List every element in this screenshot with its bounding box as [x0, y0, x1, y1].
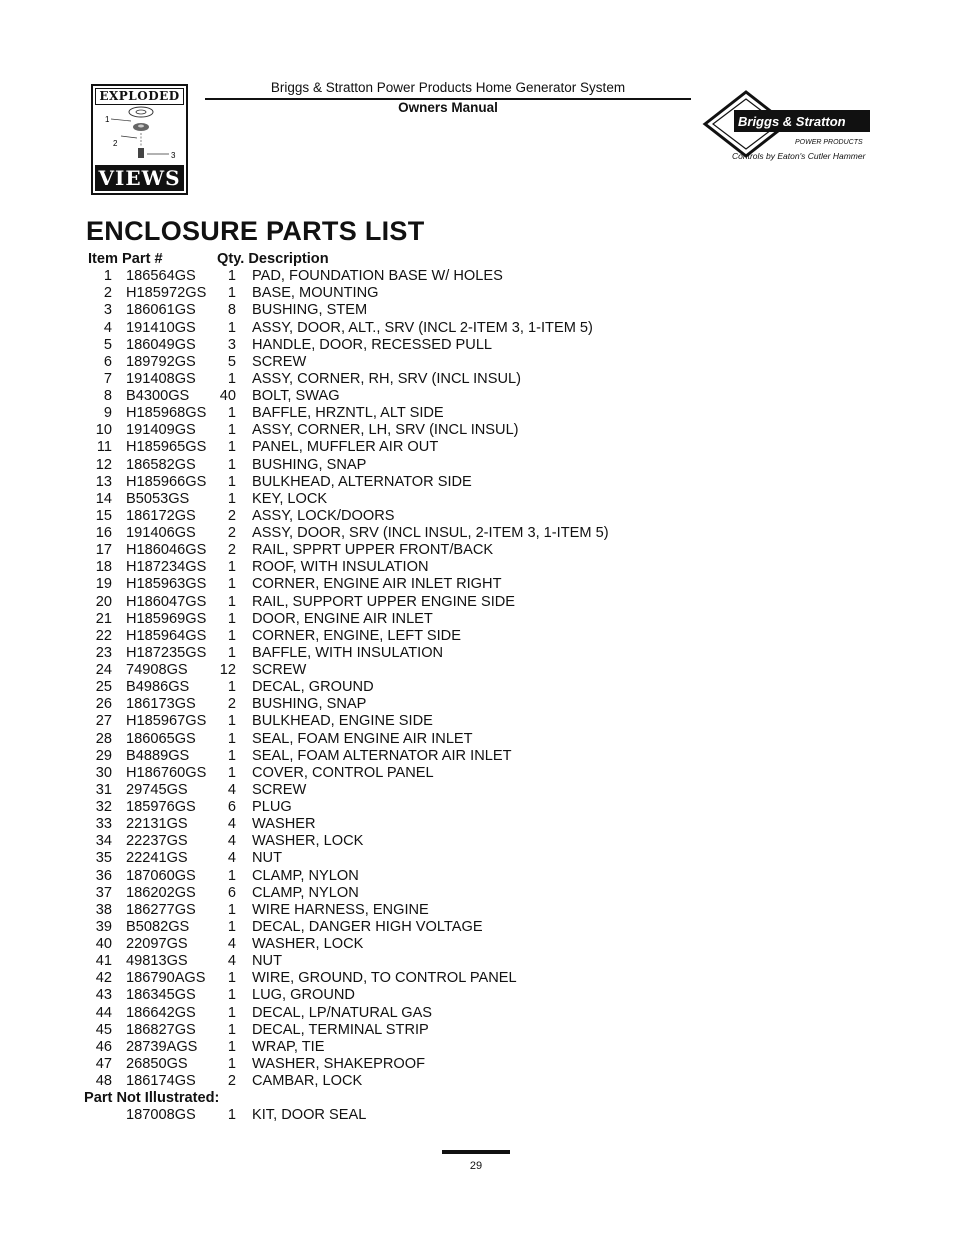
- quantity: 2: [227, 507, 236, 524]
- item-number: 18: [95, 559, 112, 576]
- brand-tagline: POWER PRODUCTS: [795, 139, 863, 146]
- description: RAIL, SPPRT UPPER FRONT/BACK: [252, 542, 494, 559]
- item-number: 33: [95, 816, 112, 833]
- item-number: 15: [95, 507, 112, 524]
- parts-row: [86, 902, 706, 919]
- parts-rows: [86, 268, 706, 1090]
- description: BULKHEAD, ALTERNATOR SIDE: [252, 473, 472, 490]
- page-number: 29: [469, 1160, 483, 1172]
- description: WASHER: [252, 816, 316, 833]
- part-number: 191409GS: [126, 422, 196, 439]
- item-number: 27: [95, 713, 112, 730]
- parts-row: [86, 833, 706, 850]
- item-number: 34: [95, 833, 112, 850]
- quantity: 1: [227, 422, 236, 439]
- header-title: Briggs & Stratton Power Products Home Generator System: [270, 80, 626, 95]
- parts-row: [86, 525, 706, 542]
- description: DECAL, TERMINAL STRIP: [252, 1021, 429, 1038]
- part-number: H187234GS: [126, 559, 207, 576]
- quantity: 1: [227, 679, 236, 696]
- item-number: 26: [95, 696, 112, 713]
- part-number: 74908GS: [126, 662, 188, 678]
- quantity: 2: [227, 696, 236, 713]
- quantity: 1: [227, 439, 236, 456]
- quantity: 12: [219, 662, 236, 678]
- parts-row: [86, 748, 706, 765]
- part-number: 186173GS: [126, 696, 196, 713]
- item-number: 21: [95, 610, 112, 627]
- description: NUT: [252, 953, 282, 970]
- part-number: B5053GS: [126, 490, 190, 507]
- parts-row: [86, 285, 706, 302]
- parts-row: [86, 354, 706, 371]
- quantity: 1: [227, 559, 236, 576]
- parts-row: [86, 816, 706, 833]
- quantity: 4: [227, 850, 236, 867]
- item-number: 24: [95, 662, 112, 678]
- description: DOOR, ENGINE AIR INLET: [252, 610, 433, 627]
- header-qty-description: Qty. Description: [217, 251, 329, 267]
- description: DECAL, DANGER HIGH VOLTAGE: [252, 918, 483, 935]
- parts-row: [86, 1022, 706, 1039]
- description: HANDLE, DOOR, RECESSED PULL: [252, 336, 493, 353]
- parts-row: [86, 645, 706, 662]
- parts-row: [86, 782, 706, 799]
- part-number: B4986GS: [126, 679, 190, 696]
- parts-row: [86, 953, 706, 970]
- parts-row: [86, 594, 706, 611]
- item-number: 41: [95, 953, 112, 970]
- description: SEAL, FOAM ENGINE AIR INLET: [252, 730, 473, 747]
- quantity: 6: [227, 799, 236, 815]
- parts-row: [86, 491, 706, 508]
- quantity: 1: [227, 730, 236, 747]
- part-number: 26850GS: [126, 1055, 188, 1072]
- parts-row: [86, 405, 706, 422]
- parts-row: [86, 799, 706, 816]
- description: PAD, FOUNDATION BASE W/ HOLES: [252, 268, 503, 285]
- quantity: 1: [227, 1021, 236, 1038]
- item-number: 42: [95, 970, 112, 987]
- description: BAFFLE, HRZNTL, ALT SIDE: [252, 405, 444, 422]
- item-number: 36: [95, 867, 112, 884]
- parts-list-header: [86, 251, 706, 268]
- description: SEAL, FOAM ALTERNATOR AIR INLET: [252, 747, 512, 764]
- description: RAIL, SUPPORT UPPER ENGINE SIDE: [252, 593, 516, 610]
- description: ASSY, DOOR, SRV (INCL INSUL, 2-ITEM 3, 1-ITEM 5): [252, 525, 609, 541]
- part-number: 186564GS: [126, 268, 196, 285]
- description: WASHER, LOCK: [252, 833, 364, 850]
- parts-row: [86, 885, 706, 902]
- not-illustrated-heading: Part Not Illustrated:: [84, 1090, 220, 1107]
- part-number: H186046GS: [126, 542, 207, 559]
- quantity: 1: [227, 593, 236, 610]
- item-number: 38: [95, 901, 112, 918]
- quantity: 4: [227, 953, 236, 970]
- parts-row: [86, 559, 706, 576]
- part-number: 186061GS: [126, 302, 196, 319]
- description: ASSY, LOCK/DOORS: [252, 507, 395, 524]
- description: BUSHING, SNAP: [252, 456, 367, 473]
- parts-row: [86, 1005, 706, 1022]
- description: CAMBAR, LOCK: [252, 1073, 363, 1089]
- quantity: 1: [227, 713, 236, 730]
- quantity: 1: [227, 627, 236, 644]
- quantity: 1: [227, 576, 236, 593]
- not-illustrated-heading-row: [86, 1090, 706, 1107]
- description: WASHER, LOCK: [252, 936, 364, 952]
- part-number: 191408GS: [126, 370, 196, 387]
- description: CLAMP, NYLON: [252, 867, 359, 884]
- callout-2: 2: [113, 139, 118, 148]
- description: WASHER, SHAKEPROOF: [252, 1055, 425, 1072]
- quantity: 3: [227, 336, 236, 353]
- item-number: 19: [95, 576, 112, 593]
- not-illustrated-rows: [86, 1107, 706, 1124]
- item-number: 10: [95, 422, 112, 439]
- description: DECAL, LP/NATURAL GAS: [252, 1004, 433, 1021]
- item-number: 16: [95, 525, 112, 541]
- parts-row: [86, 1073, 706, 1090]
- item-number: 3: [103, 302, 112, 319]
- quantity: 1: [227, 319, 236, 336]
- description: PANEL, MUFFLER AIR OUT: [252, 439, 439, 456]
- part-number: H185963GS: [126, 576, 207, 593]
- quantity: 1: [227, 987, 236, 1004]
- part-number: H185967GS: [126, 713, 207, 730]
- item-number: 13: [95, 473, 112, 490]
- item-number: 1: [103, 268, 112, 285]
- part-number: 186790AGS: [126, 970, 206, 987]
- item-number: 37: [95, 884, 112, 901]
- description: WIRE HARNESS, ENGINE: [252, 901, 429, 918]
- parts-row: [86, 1039, 706, 1056]
- parts-row: [86, 508, 706, 525]
- exploded-views-logo: [91, 84, 188, 195]
- part-number: 191410GS: [126, 319, 196, 336]
- quantity: 1: [227, 1038, 236, 1055]
- item-number: 2: [103, 285, 112, 302]
- item-number: 25: [95, 679, 112, 696]
- description: SCREW: [252, 353, 307, 370]
- description: PLUG: [252, 799, 292, 815]
- quantity: 8: [227, 302, 236, 319]
- part-number: H186760GS: [126, 764, 207, 781]
- part-number: H185964GS: [126, 627, 207, 644]
- quantity: 2: [227, 525, 236, 541]
- part-number: H185965GS: [126, 439, 207, 456]
- item-number: 43: [95, 987, 112, 1004]
- item-number: 47: [95, 1055, 112, 1072]
- item-number: 9: [103, 405, 112, 422]
- description: BUSHING, STEM: [252, 302, 368, 319]
- item-number: 45: [95, 1021, 112, 1038]
- quantity: 40: [219, 388, 236, 404]
- description: WIRE, GROUND, TO CONTROL PANEL: [252, 970, 517, 987]
- item-number: 11: [96, 439, 112, 456]
- quantity: 1: [227, 473, 236, 490]
- item-number: 23: [95, 644, 112, 661]
- footer-rule: [442, 1150, 510, 1154]
- description: SCREW: [252, 781, 307, 798]
- part-number: 186642GS: [126, 1004, 196, 1021]
- item-number: 6: [103, 353, 112, 370]
- parts-row: [86, 371, 706, 388]
- parts-row: [86, 850, 706, 867]
- description: CORNER, ENGINE AIR INLET RIGHT: [252, 576, 502, 593]
- parts-row: [86, 868, 706, 885]
- description: SCREW: [252, 662, 307, 678]
- part-number: H185969GS: [126, 610, 207, 627]
- part-number: B5082GS: [126, 918, 190, 935]
- description: BULKHEAD, ENGINE SIDE: [252, 713, 433, 730]
- parts-list: [86, 251, 706, 1124]
- parts-row: [86, 388, 706, 405]
- quantity: 2: [227, 542, 236, 559]
- part-number: 186172GS: [126, 507, 196, 524]
- part-number: H186047GS: [126, 593, 207, 610]
- item-number: 8: [103, 388, 112, 404]
- part-number: 186827GS: [126, 1021, 196, 1038]
- header-item-part: Item Part #: [88, 251, 163, 267]
- item-number: 32: [95, 799, 112, 815]
- item-number: 14: [95, 490, 112, 507]
- quantity: 1: [227, 1107, 236, 1124]
- description: BAFFLE, WITH INSULATION: [252, 644, 444, 661]
- header-subtitle: Owners Manual: [398, 100, 498, 115]
- description: CLAMP, NYLON: [252, 884, 359, 901]
- brand-name: Briggs & Stratton: [738, 114, 846, 129]
- part-number: 28739AGS: [126, 1038, 198, 1055]
- description: ASSY, DOOR, ALT., SRV (INCL 2-ITEM 3, 1-ITEM 5): [252, 319, 593, 336]
- description: NUT: [252, 850, 282, 867]
- parts-row: [86, 696, 706, 713]
- quantity: 4: [227, 781, 236, 798]
- brand-subtext: Controls by Eaton's Cutler Hammer: [732, 151, 866, 161]
- item-number: 5: [103, 336, 112, 353]
- quantity: 1: [227, 268, 236, 285]
- parts-row: [86, 457, 706, 474]
- part-number: 22131GS: [126, 816, 188, 833]
- quantity: 1: [227, 1055, 236, 1072]
- part-number: 189792GS: [126, 353, 196, 370]
- quantity: 1: [227, 918, 236, 935]
- quantity: 1: [227, 285, 236, 302]
- logo-top-word: EXPLODED: [95, 88, 184, 105]
- quantity: 1: [227, 764, 236, 781]
- part-number: B4300GS: [126, 388, 190, 404]
- quantity: 1: [227, 1004, 236, 1021]
- parts-row: [86, 302, 706, 319]
- quantity: 4: [227, 833, 236, 850]
- parts-row: [86, 679, 706, 696]
- part-number: H185972GS: [126, 285, 207, 302]
- part-number: 191406GS: [126, 525, 196, 541]
- parts-row: [86, 268, 706, 285]
- part-number: H187235GS: [126, 644, 207, 661]
- quantity: 2: [227, 1073, 236, 1089]
- item-number: 12: [95, 456, 112, 473]
- description: COVER, CONTROL PANEL: [252, 764, 434, 781]
- parts-row: [86, 439, 706, 456]
- parts-row: [86, 1107, 706, 1124]
- item-number: 7: [103, 370, 112, 387]
- part-number: 186049GS: [126, 336, 196, 353]
- item-number: 20: [95, 593, 112, 610]
- parts-row: [86, 662, 706, 679]
- quantity: 4: [227, 816, 236, 833]
- quantity: 1: [227, 747, 236, 764]
- parts-row: [86, 320, 706, 337]
- item-number: 46: [95, 1038, 112, 1055]
- page-title: ENCLOSURE PARTS LIST: [86, 216, 425, 246]
- description: KIT, DOOR SEAL: [252, 1107, 367, 1124]
- item-number: 48: [95, 1073, 112, 1089]
- description: BUSHING, SNAP: [252, 696, 367, 713]
- callout-1: 1: [105, 115, 110, 124]
- description: ROOF, WITH INSULATION: [252, 559, 429, 576]
- parts-row: [86, 337, 706, 354]
- quantity: 6: [227, 884, 236, 901]
- quantity: 1: [227, 490, 236, 507]
- parts-row: [86, 765, 706, 782]
- part-number: 29745GS: [126, 781, 188, 798]
- parts-row: [86, 542, 706, 559]
- quantity: 1: [227, 901, 236, 918]
- parts-row: [86, 628, 706, 645]
- callout-3: 3: [171, 151, 176, 160]
- item-number: 17: [95, 542, 112, 559]
- quantity: 1: [227, 867, 236, 884]
- description: LUG, GROUND: [252, 987, 355, 1004]
- part-number: 49813GS: [126, 953, 188, 970]
- quantity: 1: [227, 644, 236, 661]
- quantity: 1: [227, 970, 236, 987]
- item-number: 40: [95, 936, 112, 952]
- description: CORNER, ENGINE, LEFT SIDE: [252, 627, 461, 644]
- parts-row: [86, 731, 706, 748]
- parts-row: [86, 713, 706, 730]
- quantity: 5: [227, 353, 236, 370]
- part-number: 187060GS: [126, 867, 196, 884]
- parts-row: [86, 576, 706, 593]
- part-number: 186582GS: [126, 456, 196, 473]
- quantity: 4: [227, 936, 236, 952]
- item-number: 28: [95, 730, 112, 747]
- part-number: 186277GS: [126, 901, 196, 918]
- part-number: B4889GS: [126, 747, 190, 764]
- part-number: H185968GS: [126, 405, 207, 422]
- quantity: 1: [227, 370, 236, 387]
- part-number: 187008GS: [126, 1107, 196, 1124]
- parts-row: [86, 919, 706, 936]
- description: DECAL, GROUND: [252, 679, 374, 696]
- quantity: 1: [227, 405, 236, 422]
- description: BASE, MOUNTING: [252, 285, 379, 302]
- description: KEY, LOCK: [252, 490, 328, 507]
- quantity: 1: [227, 456, 236, 473]
- description: BOLT, SWAG: [252, 388, 340, 404]
- item-number: 30: [95, 764, 112, 781]
- part-number: 186202GS: [126, 884, 196, 901]
- parts-row: [86, 987, 706, 1004]
- part-number: 185976GS: [126, 799, 196, 815]
- part-number: H185966GS: [126, 473, 207, 490]
- parts-row: [86, 970, 706, 987]
- description: WRAP, TIE: [252, 1038, 325, 1055]
- part-number: 22097GS: [126, 936, 188, 952]
- quantity: 1: [227, 610, 236, 627]
- item-number: 29: [95, 747, 112, 764]
- item-number: 39: [95, 918, 112, 935]
- part-number: 186345GS: [126, 987, 196, 1004]
- parts-row: [86, 936, 706, 953]
- description: ASSY, CORNER, LH, SRV (INCL INSUL): [252, 422, 519, 439]
- parts-row: [86, 611, 706, 628]
- item-number: 35: [95, 850, 112, 867]
- item-number: 4: [103, 319, 112, 336]
- exploded-part-icon: [97, 106, 183, 168]
- logo-bottom-word: VIEWS: [95, 165, 184, 191]
- item-number: 22: [95, 627, 112, 644]
- part-number: 22241GS: [126, 850, 188, 867]
- parts-row: [86, 1056, 706, 1073]
- part-number: 22237GS: [126, 833, 188, 850]
- part-number: 186065GS: [126, 730, 196, 747]
- item-number: 31: [95, 781, 112, 798]
- parts-row: [86, 422, 706, 439]
- part-number: 186174GS: [126, 1073, 196, 1089]
- parts-row: [86, 474, 706, 491]
- description: ASSY, CORNER, RH, SRV (INCL INSUL): [252, 370, 521, 387]
- item-number: 44: [95, 1004, 112, 1021]
